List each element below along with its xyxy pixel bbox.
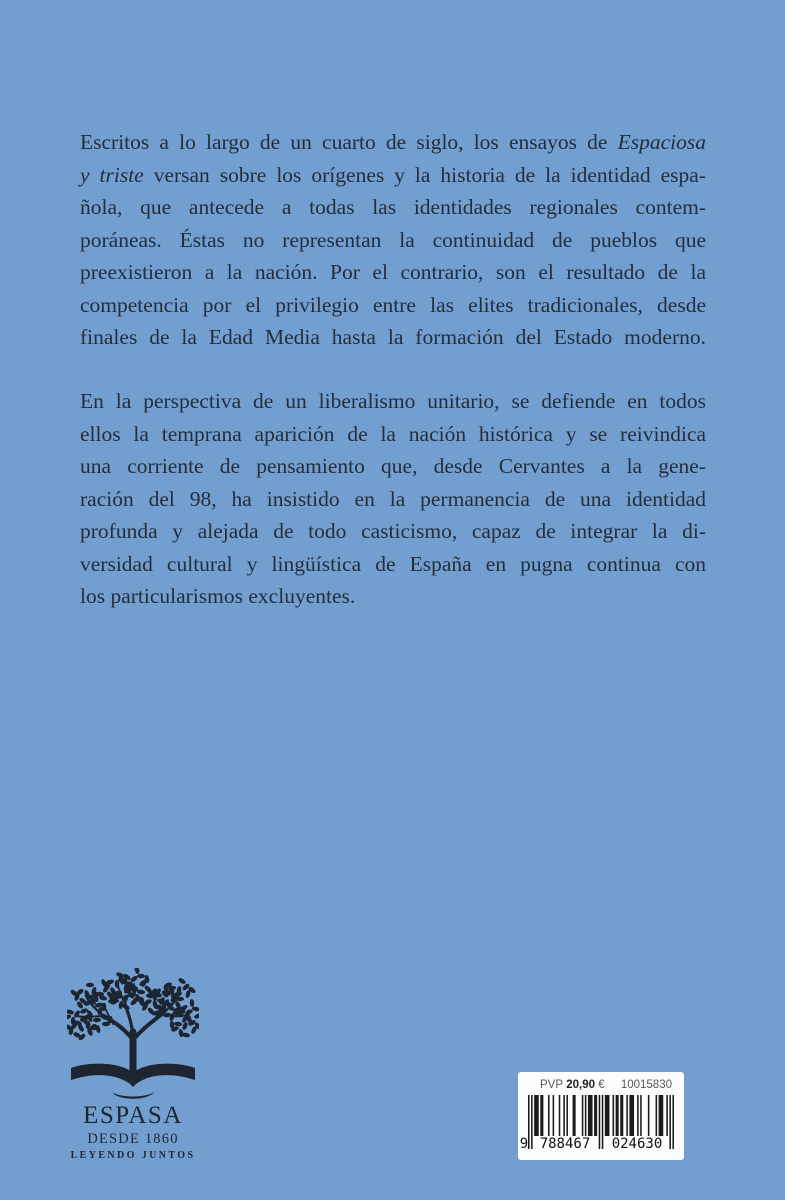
blurb-paragraph-1 <box>80 126 706 354</box>
blurb-line: ellos la temprana aparición de la nación histórica y se reivindica <box>80 421 706 446</box>
blurb-line: una corriente de pensamiento que, desde Cervantes a la gene- <box>80 454 706 478</box>
blurb-line: ración del 98, ha insistido en la permanencia de una identidad <box>80 486 706 511</box>
blurb-paragraph-2 <box>80 385 706 613</box>
price-label: PVP 20,90 € <box>540 1079 605 1091</box>
publisher-motto: LEYENDO JUNTOS <box>70 1150 196 1161</box>
publisher-since: DESDE 1860 <box>87 1131 179 1147</box>
blurb-line: competencia por el privilegio entre las elites tradicionales, desde <box>80 292 706 317</box>
espasa-tree-book-icon <box>67 968 199 1102</box>
blurb-line: preexistieron a la nación. Por el contrario, son el resultado de la <box>80 260 706 284</box>
blurb-line: versidad cultural y lingüística de España en pugna continua con <box>80 551 706 576</box>
reference-number: 10015830 <box>620 1079 672 1091</box>
barcode-digits-right: 024630 <box>611 1136 663 1152</box>
blurb-line: profunda y alejada de todo casticismo, capaz de integrar la di- <box>80 519 706 543</box>
barcode-digits-row <box>518 1136 684 1152</box>
blurb-line: y triste versan sobre los orígenes y la historia de la identidad espa- <box>80 162 706 187</box>
price-row <box>540 1079 672 1092</box>
price-barcode-sticker <box>518 1072 684 1160</box>
blurb-line: los particularismos excluyentes. <box>80 584 356 608</box>
publisher-name: ESPASA <box>83 1102 183 1129</box>
publisher-logo <box>66 968 200 1162</box>
barcode-digits-left: 788467 <box>539 1136 591 1152</box>
blurb-line: ñola, que antecede a todas las identidades regionales contem- <box>80 195 706 219</box>
barcode-digit-first: 9 <box>519 1136 529 1152</box>
open-book-shape <box>71 1064 195 1099</box>
blurb-line: finales de la Edad Media hasta la formación del Estado moderno. <box>80 325 706 349</box>
blurb-line: Escritos a lo largo de un cuarto de siglo, los ensayos de Espaciosa <box>80 130 706 154</box>
blurb-line: poráneas. Éstas no representan la continuidad de pueblos que <box>80 227 706 252</box>
blurb-line: En la perspectiva de un liberalismo unitario, se defiende en todos <box>80 389 706 413</box>
